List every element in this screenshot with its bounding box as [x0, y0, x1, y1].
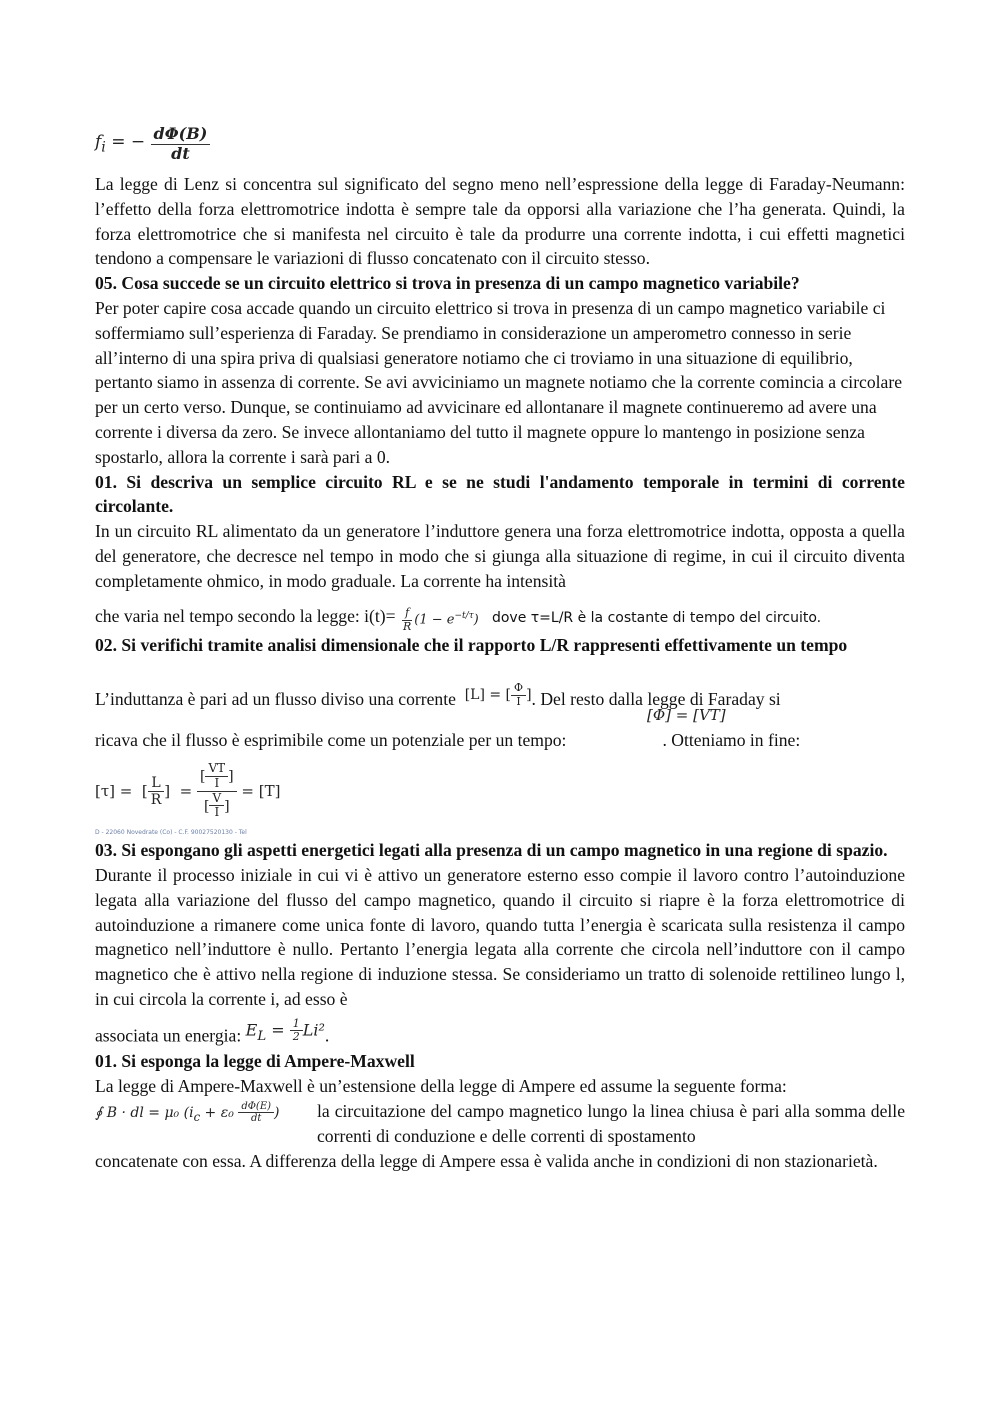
energy-line: associata un energia: $E_L$ = $\frac{1}{2}$ Li². — [95, 1018, 905, 1050]
heading-01-ampere: 01. Si esponga la legge di Ampere-Maxwell — [95, 1051, 415, 1072]
heading-02: 02. Si verifichi tramite analisi dimensionale che il rapporto L/R rappresenti effettivamente un tempo — [95, 635, 848, 656]
heading-01-rl: 01. Si descriva un semplice circuito RL e se ne studi l'andamento temporale in termini di corrente circolante. — [95, 471, 905, 517]
inductance-line: L’induttanza è pari ad un flusso diviso una corrente [L] = [ $\frac{\Phi}{I}$ ]. Del resto dalla legge di Faraday si — [95, 681, 781, 710]
paragraph-01-rl: In un circuito RL alimentato da un generatore l’induttore genera una forza elettromotrice indotta, opposta a quella del generatore, che decresce nel tempo in modo che si giunga alla situazione di regime, in cui il circuito diventa completamente ohmico, in modo graduale. La corrente ha intensità — [95, 521, 905, 591]
heading-03: 03. Si espongano gli aspetti energetici legati alla presenza di un campo magnetico in una regione di spazio. — [95, 840, 888, 861]
flux-equation: [Φ] = [VT] — [647, 706, 726, 725]
inductance-equation: [L] = [ $\frac{\Phi}{I}$ ] — [464, 681, 532, 708]
ampere-row — [95, 1099, 905, 1149]
paragraph-05: Per poter capire cosa accade quando un circuito elettrico si trova in presenza di un campo magnetico variabile ci soffermiamo sull’esperienza di Faraday. Se prendiamo in considerazione un amperometro connesso in serie all’interno di una spira priva di qualsiasi generatore notiamo che ci troviamo in una situazione di equilibrio, pertanto siamo in assenza di corrente. Se avi avviciniamo un magnete notiamo che la corrente comincia a circolare per un certo verso. Dunque, se continuiamo ad avvicinare ed allontanare il magnete continueremo ad avere una corrente i diversa da zero. Se invece allontaniamo del tutto il magnete oppure lo mantengo in posizione senza spostarlo, allora la corrente i sarà pari a 0. — [95, 297, 903, 467]
paragraph-ampere-a: la circuitazione del campo magnetico lungo la linea chiusa è pari alla somma delle correnti di conduzione e delle correnti di spostamento — [317, 1100, 905, 1146]
heading-05: 05. Cosa succede se un circuito elettrico si trova in presenza di un campo magnetico variabile? — [95, 273, 800, 294]
faraday-equation: $f_i$ = − $\frac{d\Phi(B)}{dt}$ — [95, 116, 905, 172]
watermark: D - 22060 Novedrate (Co) - C.F. 90027520130 - Tel — [95, 829, 247, 837]
ampere-maxwell-equation: ∮ B · dl = μ₀ ($i_c + \varepsilon_0$ $\frac{d\Phi(E)}{dt}$ ) — [95, 1100, 280, 1125]
rl-law-line: che varia nel tempo secondo la legge: i(t)= $\frac{f}{R}$ $(1 - e^{-t/\tau})$ dove τ=L/R è la costante di tempo del circuito. — [95, 605, 822, 633]
time-constant-equation: [τ] = [ $\frac{L}{R}$ ] = [ $\frac{VT}{I}$ ] [ $\frac{V}{I}$ ] = [T] — [95, 761, 281, 820]
energy-equation: $E_L$ = $\frac{1}{2}$ Li² — [245, 1016, 325, 1044]
document-page — [95, 116, 905, 1173]
paragraph-03: Durante il processo iniziale in cui vi è attivo un generatore esterno esso compie il lavoro contro l’autoinduzione legata alla variazione del flusso del campo magnetico, quando il circuito si riapre è la forza elettromotrice di autoinduzione a rimanere come unica fonte di lavoro, quando tutta l’energia è scaricata sulla resistenza il campo magnetico nell’induttore è nullo. Pertanto l’energia legata alla corrente che circola nell’induttore con il campo magnetico che è attivo nella regione di induzione stessa. Se consideriamo un tratto di solenoide rettilineo lungo l, in cui circola la corrente i, ad esso è — [95, 864, 905, 1009]
lenz-paragraph: La legge di Lenz si concentra sul significato del segno meno nell’espressione della legge di Faraday-Neumann: l’effetto della forza elettromotrice indotta è sempre tale da opporsi alla variazione che l’ha generata. Quindi, la forza elettromotrice che si manifesta nel circuito è tale da produrre una corrente indotta, i cui effetti magnetici tendono a compensare le variazioni di flusso concatenato con il circuito stesso. — [95, 174, 905, 269]
paragraph-ampere-intro: La legge di Ampere-Maxwell è un’estensione della legge di Ampere ed assume la seguente forma: — [95, 1076, 787, 1097]
current-equation: $\frac{f}{R}$ $(1 - e^{-t/\tau})$ — [403, 605, 479, 633]
paragraph-ampere-b: concatenate con essa. A differenza della legge di Ampere essa è valida anche in condizioni di non stazionarietà. — [95, 1150, 878, 1171]
flux-line: [Φ] = [VT] ricava che il flusso è esprimibile come un potenziale per un tempo: . Otteniamo in fine: — [95, 706, 801, 751]
